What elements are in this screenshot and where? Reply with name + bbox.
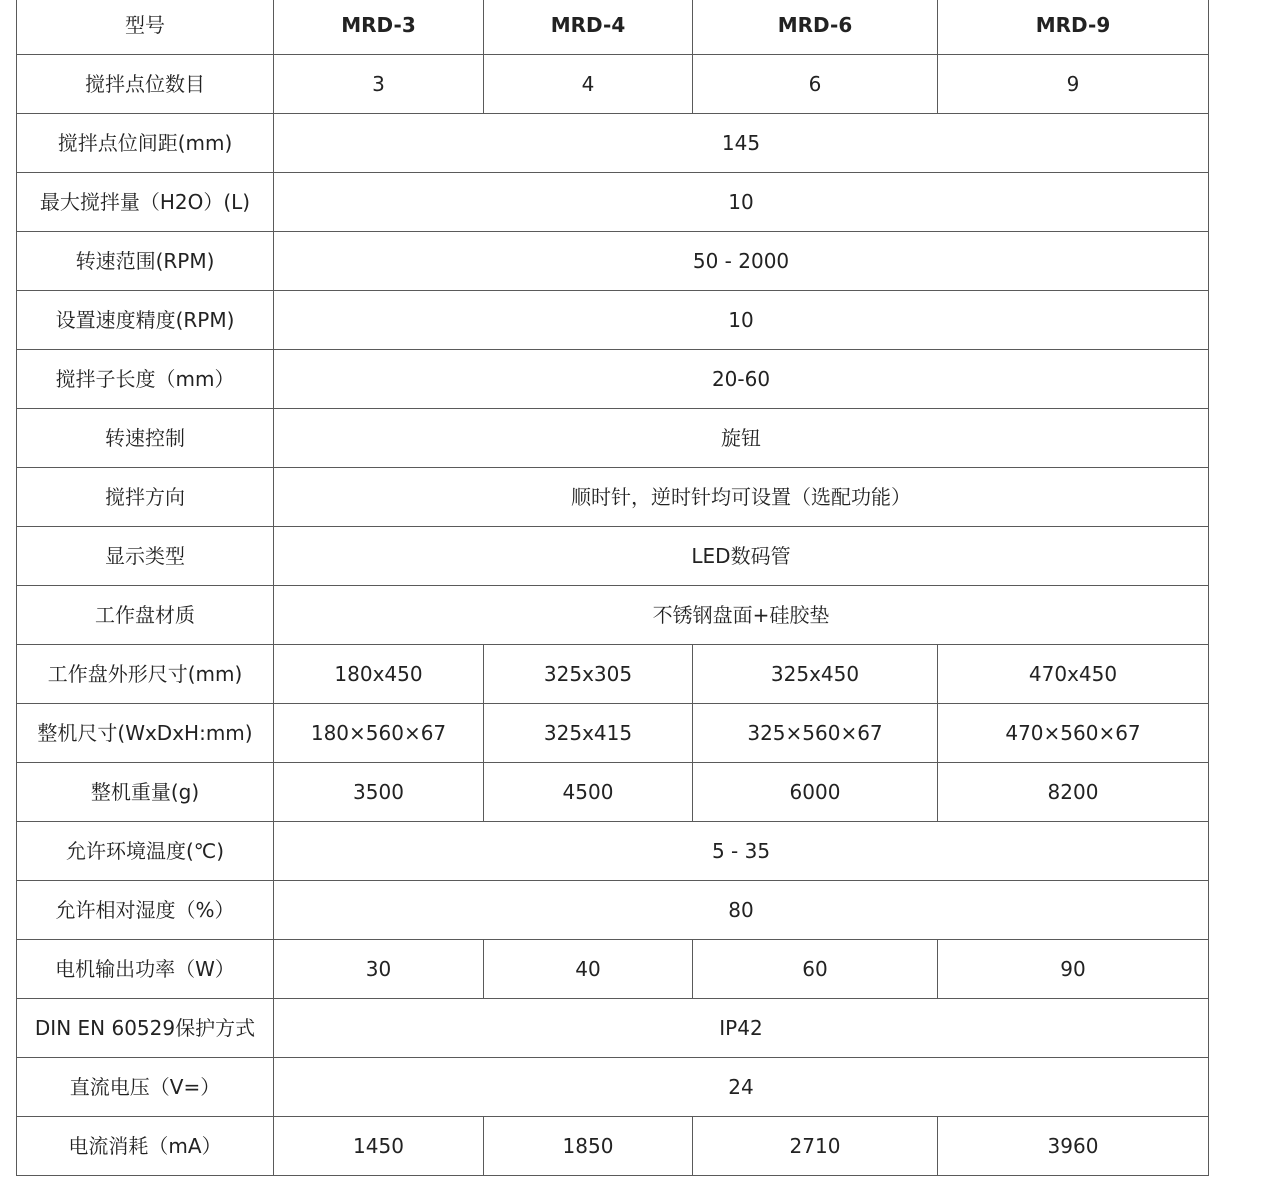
row-label-cell: 电机输出功率（W）: [17, 940, 274, 999]
shared-value-cell: 旋钮: [274, 409, 1209, 468]
row-label-cell: 搅拌方向: [17, 468, 274, 527]
shared-value-cell: 10: [274, 173, 1209, 232]
shared-value-cell: 不锈钢盘面+硅胶垫: [274, 586, 1209, 645]
table-row: [17, 586, 1209, 645]
row-label-cell: 搅拌子长度（mm）: [17, 350, 274, 409]
table-row: [17, 409, 1209, 468]
row-label-cell: 最大搅拌量（H2O）(L): [17, 173, 274, 232]
model-header-cell: MRD-6: [693, 0, 938, 55]
table-row: [17, 645, 1209, 704]
table-row: [17, 1117, 1209, 1176]
value-cell: 6000: [693, 763, 938, 822]
row-label-cell: 整机尺寸(WxDxH:mm): [17, 704, 274, 763]
row-label-cell: 工作盘外形尺寸(mm): [17, 645, 274, 704]
value-cell: 2710: [693, 1117, 938, 1176]
value-cell: 180x450: [274, 645, 484, 704]
table-row: [17, 291, 1209, 350]
table-row: [17, 704, 1209, 763]
row-label-cell: 允许相对湿度（%）: [17, 881, 274, 940]
shared-value-cell: 24: [274, 1058, 1209, 1117]
value-cell: 3: [274, 55, 484, 114]
table-row: [17, 822, 1209, 881]
header-row: [17, 0, 1209, 55]
table-row: [17, 468, 1209, 527]
table-row: [17, 999, 1209, 1058]
shared-value-cell: 80: [274, 881, 1209, 940]
table-row: [17, 881, 1209, 940]
value-cell: 40: [484, 940, 693, 999]
row-label-cell: 电流消耗（mA）: [17, 1117, 274, 1176]
value-cell: 470x450: [938, 645, 1209, 704]
value-cell: 30: [274, 940, 484, 999]
value-cell: 3500: [274, 763, 484, 822]
table-row: [17, 527, 1209, 586]
row-label-cell: 搅拌点位数目: [17, 55, 274, 114]
shared-value-cell: 顺时针，逆时针均可设置（选配功能）: [274, 468, 1209, 527]
shared-value-cell: 50 - 2000: [274, 232, 1209, 291]
value-cell: 325x305: [484, 645, 693, 704]
model-header-cell: MRD-3: [274, 0, 484, 55]
row-label-cell: 直流电压（V=）: [17, 1058, 274, 1117]
value-cell: 8200: [938, 763, 1209, 822]
table-row: [17, 940, 1209, 999]
value-cell: 3960: [938, 1117, 1209, 1176]
table-row: [17, 55, 1209, 114]
table-row: [17, 232, 1209, 291]
model-header-cell: MRD-4: [484, 0, 693, 55]
shared-value-cell: 10: [274, 291, 1209, 350]
value-cell: 1850: [484, 1117, 693, 1176]
value-cell: 9: [938, 55, 1209, 114]
table-row: [17, 763, 1209, 822]
value-cell: 180×560×67: [274, 704, 484, 763]
table-row: [17, 114, 1209, 173]
table-row: [17, 173, 1209, 232]
table-row: [17, 350, 1209, 409]
value-cell: 325×560×67: [693, 704, 938, 763]
value-cell: 6: [693, 55, 938, 114]
row-label-cell: DIN EN 60529保护方式: [17, 999, 274, 1058]
table-row: [17, 1058, 1209, 1117]
value-cell: 4: [484, 55, 693, 114]
value-cell: 325x415: [484, 704, 693, 763]
row-label-cell: 设置速度精度(RPM): [17, 291, 274, 350]
value-cell: 325x450: [693, 645, 938, 704]
row-label-cell: 允许环境温度(℃): [17, 822, 274, 881]
model-header-cell: MRD-9: [938, 0, 1209, 55]
row-label-cell: 转速控制: [17, 409, 274, 468]
row-label-cell: 整机重量(g): [17, 763, 274, 822]
row-label-cell: 转速范围(RPM): [17, 232, 274, 291]
value-cell: 1450: [274, 1117, 484, 1176]
value-cell: 4500: [484, 763, 693, 822]
value-cell: 90: [938, 940, 1209, 999]
row-label-cell: 搅拌点位间距(mm): [17, 114, 274, 173]
shared-value-cell: 5 - 35: [274, 822, 1209, 881]
shared-value-cell: 20-60: [274, 350, 1209, 409]
row-label-cell: 工作盘材质: [17, 586, 274, 645]
spec-table: [16, 0, 1209, 1176]
header-label-cell: 型号: [17, 0, 274, 55]
value-cell: 60: [693, 940, 938, 999]
value-cell: 470×560×67: [938, 704, 1209, 763]
shared-value-cell: LED数码管: [274, 527, 1209, 586]
row-label-cell: 显示类型: [17, 527, 274, 586]
shared-value-cell: 145: [274, 114, 1209, 173]
shared-value-cell: IP42: [274, 999, 1209, 1058]
